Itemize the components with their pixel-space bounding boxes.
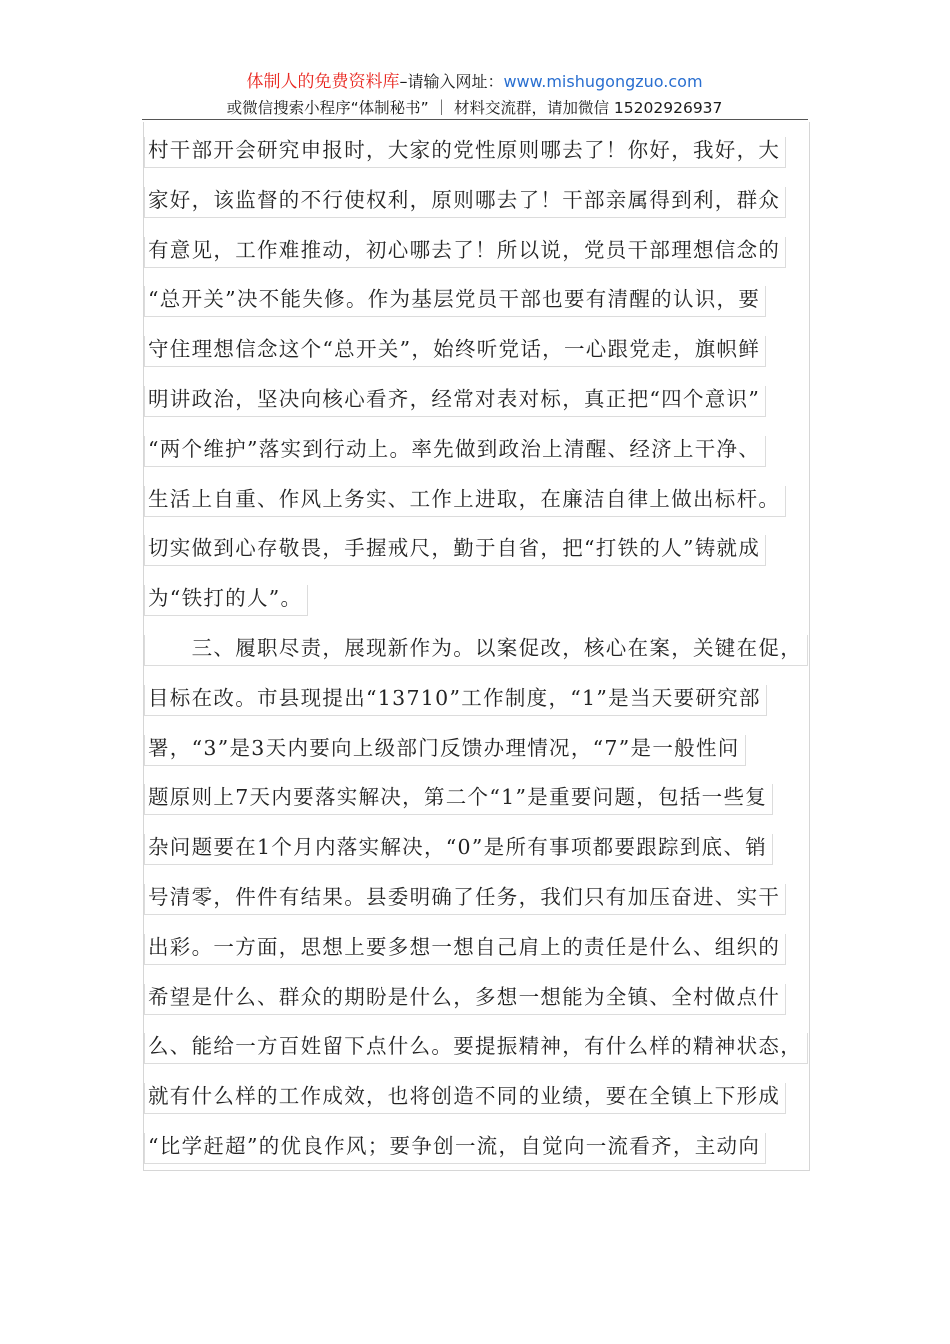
line-text: 三、履职尽责，展现新作为。以案促改，核心在案，关键在促， — [148, 636, 802, 660]
site-url-link[interactable]: www.mishugongzuo.com — [503, 72, 703, 91]
line-text: “总开关”决不能失修。作为基层党员干部也要有清醒的认识，要 — [148, 287, 761, 311]
line-text: 有意见，工作难推动，初心哪去了！所以说，党员干部理想信念的 — [148, 238, 781, 262]
line-text: 就有什么样的工作成效，也将创造不同的业绩，要在全镇上下形成 — [148, 1084, 781, 1108]
line-text: 切实做到心存敬畏，手握戒尺，勤于自省，把“打铁的人”铸就成 — [148, 536, 761, 560]
url-prompt: –请输入网址： — [399, 72, 504, 91]
text-line — [148, 336, 760, 362]
text-line — [148, 934, 780, 960]
text-line — [148, 735, 740, 761]
text-line — [148, 286, 760, 312]
brand-name: 体制人的免费资料库 — [246, 72, 400, 92]
text-line — [148, 1033, 802, 1059]
text-line — [148, 635, 802, 661]
text-line — [148, 984, 780, 1010]
line-text: 目标在改。市县现提出“13710”工作制度，“1”是当天要研究部 — [148, 686, 761, 710]
line-text: 明讲政治，坚决向核心看齐，经常对表对标，真正把“四个意识” — [148, 387, 761, 411]
text-line — [148, 585, 302, 611]
line-text: 家好，该监督的不行使权利，原则哪去了！干部亲属得到利，群众 — [148, 188, 781, 212]
line-text: 杂问题要在1个月内落实解决，“0”是所有事项都要跟踪到底、销 — [148, 835, 768, 859]
text-line — [148, 784, 767, 810]
line-text: “两个维护”落实到行动上。率先做到政治上清醒、经济上干净、 — [148, 437, 761, 461]
line-text: 为“铁打的人”。 — [148, 586, 303, 610]
text-line — [148, 834, 767, 860]
text-line — [148, 187, 780, 213]
line-text: 出彩。一方面，思想上要多想一想自己肩上的责任是什么、组织的 — [148, 935, 781, 959]
banner-line-1 — [142, 70, 807, 94]
text-line — [148, 685, 761, 711]
line-text: 生活上自重、作风上务实、工作上进取，在廉洁自律上做出标杆。 — [148, 487, 781, 511]
text-line — [148, 386, 760, 412]
text-line — [148, 1083, 780, 1109]
line-text: 村干部开会研究申报时，大家的党性原则哪去了！你好，我好，大 — [148, 138, 781, 162]
header-divider — [142, 119, 808, 120]
line-text: 署，“3”是3天内要向上级部门反馈办理情况，“7”是一般性问 — [148, 736, 740, 760]
text-line — [148, 486, 780, 512]
line-text: “比学赶超”的优良作风；要争创一流，自觉向一流看齐，主动向 — [148, 1134, 761, 1158]
text-line — [148, 535, 760, 561]
text-line — [148, 237, 780, 263]
line-text: 号清零，件件有结果。县委明确了任务，我们只有加压奋进、实干 — [148, 885, 781, 909]
site-banner — [142, 70, 807, 118]
text-line — [148, 137, 780, 163]
line-text: 么、能给一方百姓留下点什么。要提振精神，有什么样的精神状态， — [148, 1034, 802, 1058]
line-text: 希望是什么、群众的期盼是什么，多想一想能为全镇、全村做点什 — [148, 985, 781, 1009]
banner-line-2: 或微信搜索小程序“体制秘书” ｜ 材料交流群，请加微信 15202926937 — [226, 99, 723, 117]
line-text: 题原则上7天内要落实解决，第二个“1”是重要问题，包括一些复 — [148, 785, 768, 809]
text-line — [148, 436, 760, 462]
line-text: 守住理想信念这个“总开关”，始终听党话，一心跟党走，旗帜鲜 — [148, 337, 761, 361]
text-line — [148, 1133, 760, 1159]
text-line — [148, 884, 780, 910]
